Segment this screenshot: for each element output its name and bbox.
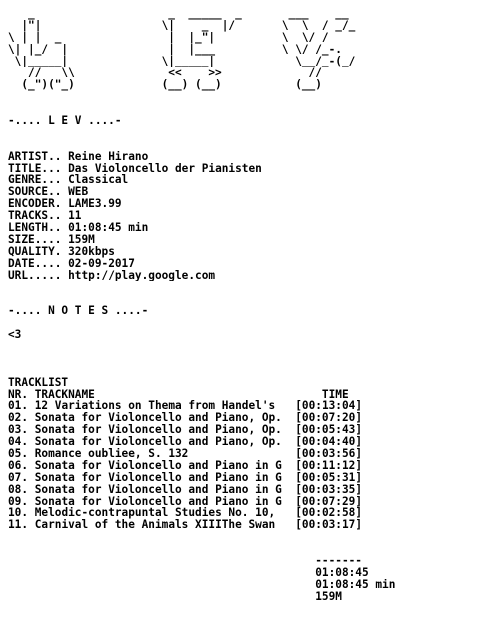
track-number: 07. — [8, 471, 29, 484]
info-row-quality — [8, 246, 474, 258]
info-key: QUALITY. — [8, 245, 62, 258]
track-row — [8, 472, 474, 484]
track-time: [00:03:35] — [295, 483, 363, 496]
info-row-date — [8, 258, 474, 270]
track-number: 11. — [8, 519, 29, 532]
track-name: Sonata for Violoncello and Piano in G — [34, 459, 282, 472]
spacer-line — [8, 341, 474, 353]
info-row-length — [8, 222, 474, 234]
track-number: 08. — [8, 483, 29, 496]
track-name: Romance oubliee, S. 132 — [34, 447, 189, 460]
track-number: 02. — [8, 412, 29, 425]
spacer-line — [8, 353, 474, 365]
info-row-title — [8, 163, 474, 175]
track-time: [00:03:56] — [295, 447, 363, 460]
track-time: [00:03:17] — [295, 519, 363, 532]
info-row-artist — [8, 151, 474, 163]
spacer-line — [8, 91, 474, 103]
info-row-tracks — [8, 210, 474, 222]
track-time: [00:13:04] — [295, 400, 363, 413]
track-row — [8, 412, 474, 424]
track-row — [8, 507, 474, 519]
info-key: DATE.... — [8, 257, 62, 270]
info-row-size — [8, 234, 474, 246]
track-name: 12 Variations on Thema from Handel's — [34, 400, 276, 413]
spacer-line — [8, 139, 474, 151]
track-number: 09. — [8, 495, 29, 508]
info-row-genre — [8, 174, 474, 186]
notes-banner: -.... N O T E S ....- — [8, 305, 149, 318]
spacer-line — [8, 531, 474, 543]
notes-text: <3 — [8, 329, 22, 341]
track-time: [00:02:58] — [295, 507, 363, 520]
info-key: ARTIST.. — [8, 150, 62, 163]
track-number: 04. — [8, 436, 29, 448]
ascii-logo-line: |"| \| _ |/ \ \ / _/_ — [8, 19, 356, 32]
summary-size-row — [8, 591, 474, 603]
tracklist-header: NR. TRACKNAME TIME — [8, 388, 349, 401]
spacer-line — [8, 317, 474, 329]
track-name: Sonata for Violoncello and Piano in G — [34, 483, 282, 496]
info-value: 159M — [68, 233, 95, 246]
info-block — [8, 151, 474, 282]
info-value: 320kbps — [68, 245, 115, 258]
track-row — [8, 496, 474, 508]
ascii-logo — [8, 8, 474, 91]
info-key: URL..... — [8, 269, 62, 282]
track-time: [00:05:43] — [295, 424, 363, 437]
track-row — [8, 484, 474, 496]
track-name: Sonata for Violoncello and Piano in G — [34, 495, 282, 508]
track-row — [8, 519, 474, 531]
spacer-line — [8, 281, 474, 293]
spacer-line — [8, 103, 474, 115]
summary-total-time: 01:08:45 — [315, 566, 369, 579]
summary-total-length: 01:08:45 min — [315, 578, 396, 591]
info-value: http://play.google.com — [68, 269, 216, 282]
track-number: 03. — [8, 424, 29, 437]
ascii-logo-line: // \\ << >> // — [8, 67, 336, 80]
info-key: LENGTH.. — [8, 222, 62, 234]
spacer-line — [8, 293, 474, 305]
ascii-logo-line: \|_____| \|_____| \__/_-(_/ — [8, 55, 356, 68]
spacer-line — [8, 127, 474, 139]
info-key: SOURCE.. — [8, 186, 62, 199]
summary-divider: ------- — [315, 554, 362, 567]
ascii-logo-line: \ | | _ | |_"| \ \/ / — [8, 31, 342, 44]
track-time: [00:04:40] — [295, 436, 363, 448]
track-row — [8, 448, 474, 460]
track-row — [8, 436, 474, 448]
spacer-line — [8, 543, 474, 555]
info-row-url — [8, 270, 474, 282]
track-number: 01. — [8, 400, 29, 413]
header-banner: -.... L E V ....- — [8, 115, 122, 127]
track-name: Sonata for Violoncello and Piano in G — [34, 471, 282, 484]
nfo-document — [8, 8, 474, 603]
info-key: TITLE... — [8, 162, 62, 175]
track-name: Sonata for Violoncello and Piano, Op. — [34, 424, 282, 437]
info-value: WEB — [68, 186, 89, 199]
spacer-line — [8, 365, 474, 377]
info-value: Classical — [68, 174, 129, 187]
track-name: Sonata for Violoncello and Piano, Op. — [34, 412, 282, 425]
info-key: SIZE.... — [8, 233, 62, 246]
summary-time-row — [8, 567, 474, 579]
track-time: [00:07:20] — [295, 412, 363, 425]
ascii-logo-line: \| |_/ | | |___ \ \/ /_-. — [8, 43, 342, 56]
track-time: [00:05:31] — [295, 471, 363, 484]
summary-block — [8, 555, 474, 603]
info-value: 11 — [68, 210, 82, 223]
track-number: 05. — [8, 447, 29, 460]
track-name: Melodic-contrapuntal Studies No. 10, — [34, 507, 276, 520]
info-key: GENRE... — [8, 174, 62, 187]
track-row — [8, 424, 474, 436]
info-row-encoder — [8, 198, 474, 210]
info-value: 02-09-2017 — [68, 257, 135, 270]
info-value: Das Violoncello der Pianisten — [68, 162, 262, 175]
track-name: Carnival of the Animals XIIIThe Swan — [34, 519, 276, 532]
info-value: LAME3.99 — [68, 198, 122, 211]
summary-divider-row — [8, 555, 474, 567]
info-key: ENCODER. — [8, 198, 62, 211]
ascii-logo-line: _ _ _____ _ ___ __ — [8, 8, 356, 20]
track-number: 06. — [8, 459, 29, 472]
track-time: [00:11:12] — [295, 459, 363, 472]
summary-total-size: 159M — [315, 590, 342, 603]
track-time: [00:07:29] — [295, 495, 363, 508]
summary-length-row — [8, 579, 474, 591]
info-value: 01:08:45 min — [68, 222, 149, 234]
info-row-source — [8, 186, 474, 198]
track-number: 10. — [8, 507, 29, 520]
info-value: Reine Hirano — [68, 150, 149, 163]
track-row — [8, 460, 474, 472]
tracklist-title: TRACKLIST — [8, 376, 69, 389]
tracklist — [8, 400, 474, 531]
track-row — [8, 400, 474, 412]
track-name: Sonata for Violoncello and Piano, Op. — [34, 436, 282, 448]
info-key: TRACKS.. — [8, 210, 62, 223]
ascii-logo-line: (_")("_) (__) (__) (__) — [8, 79, 336, 92]
